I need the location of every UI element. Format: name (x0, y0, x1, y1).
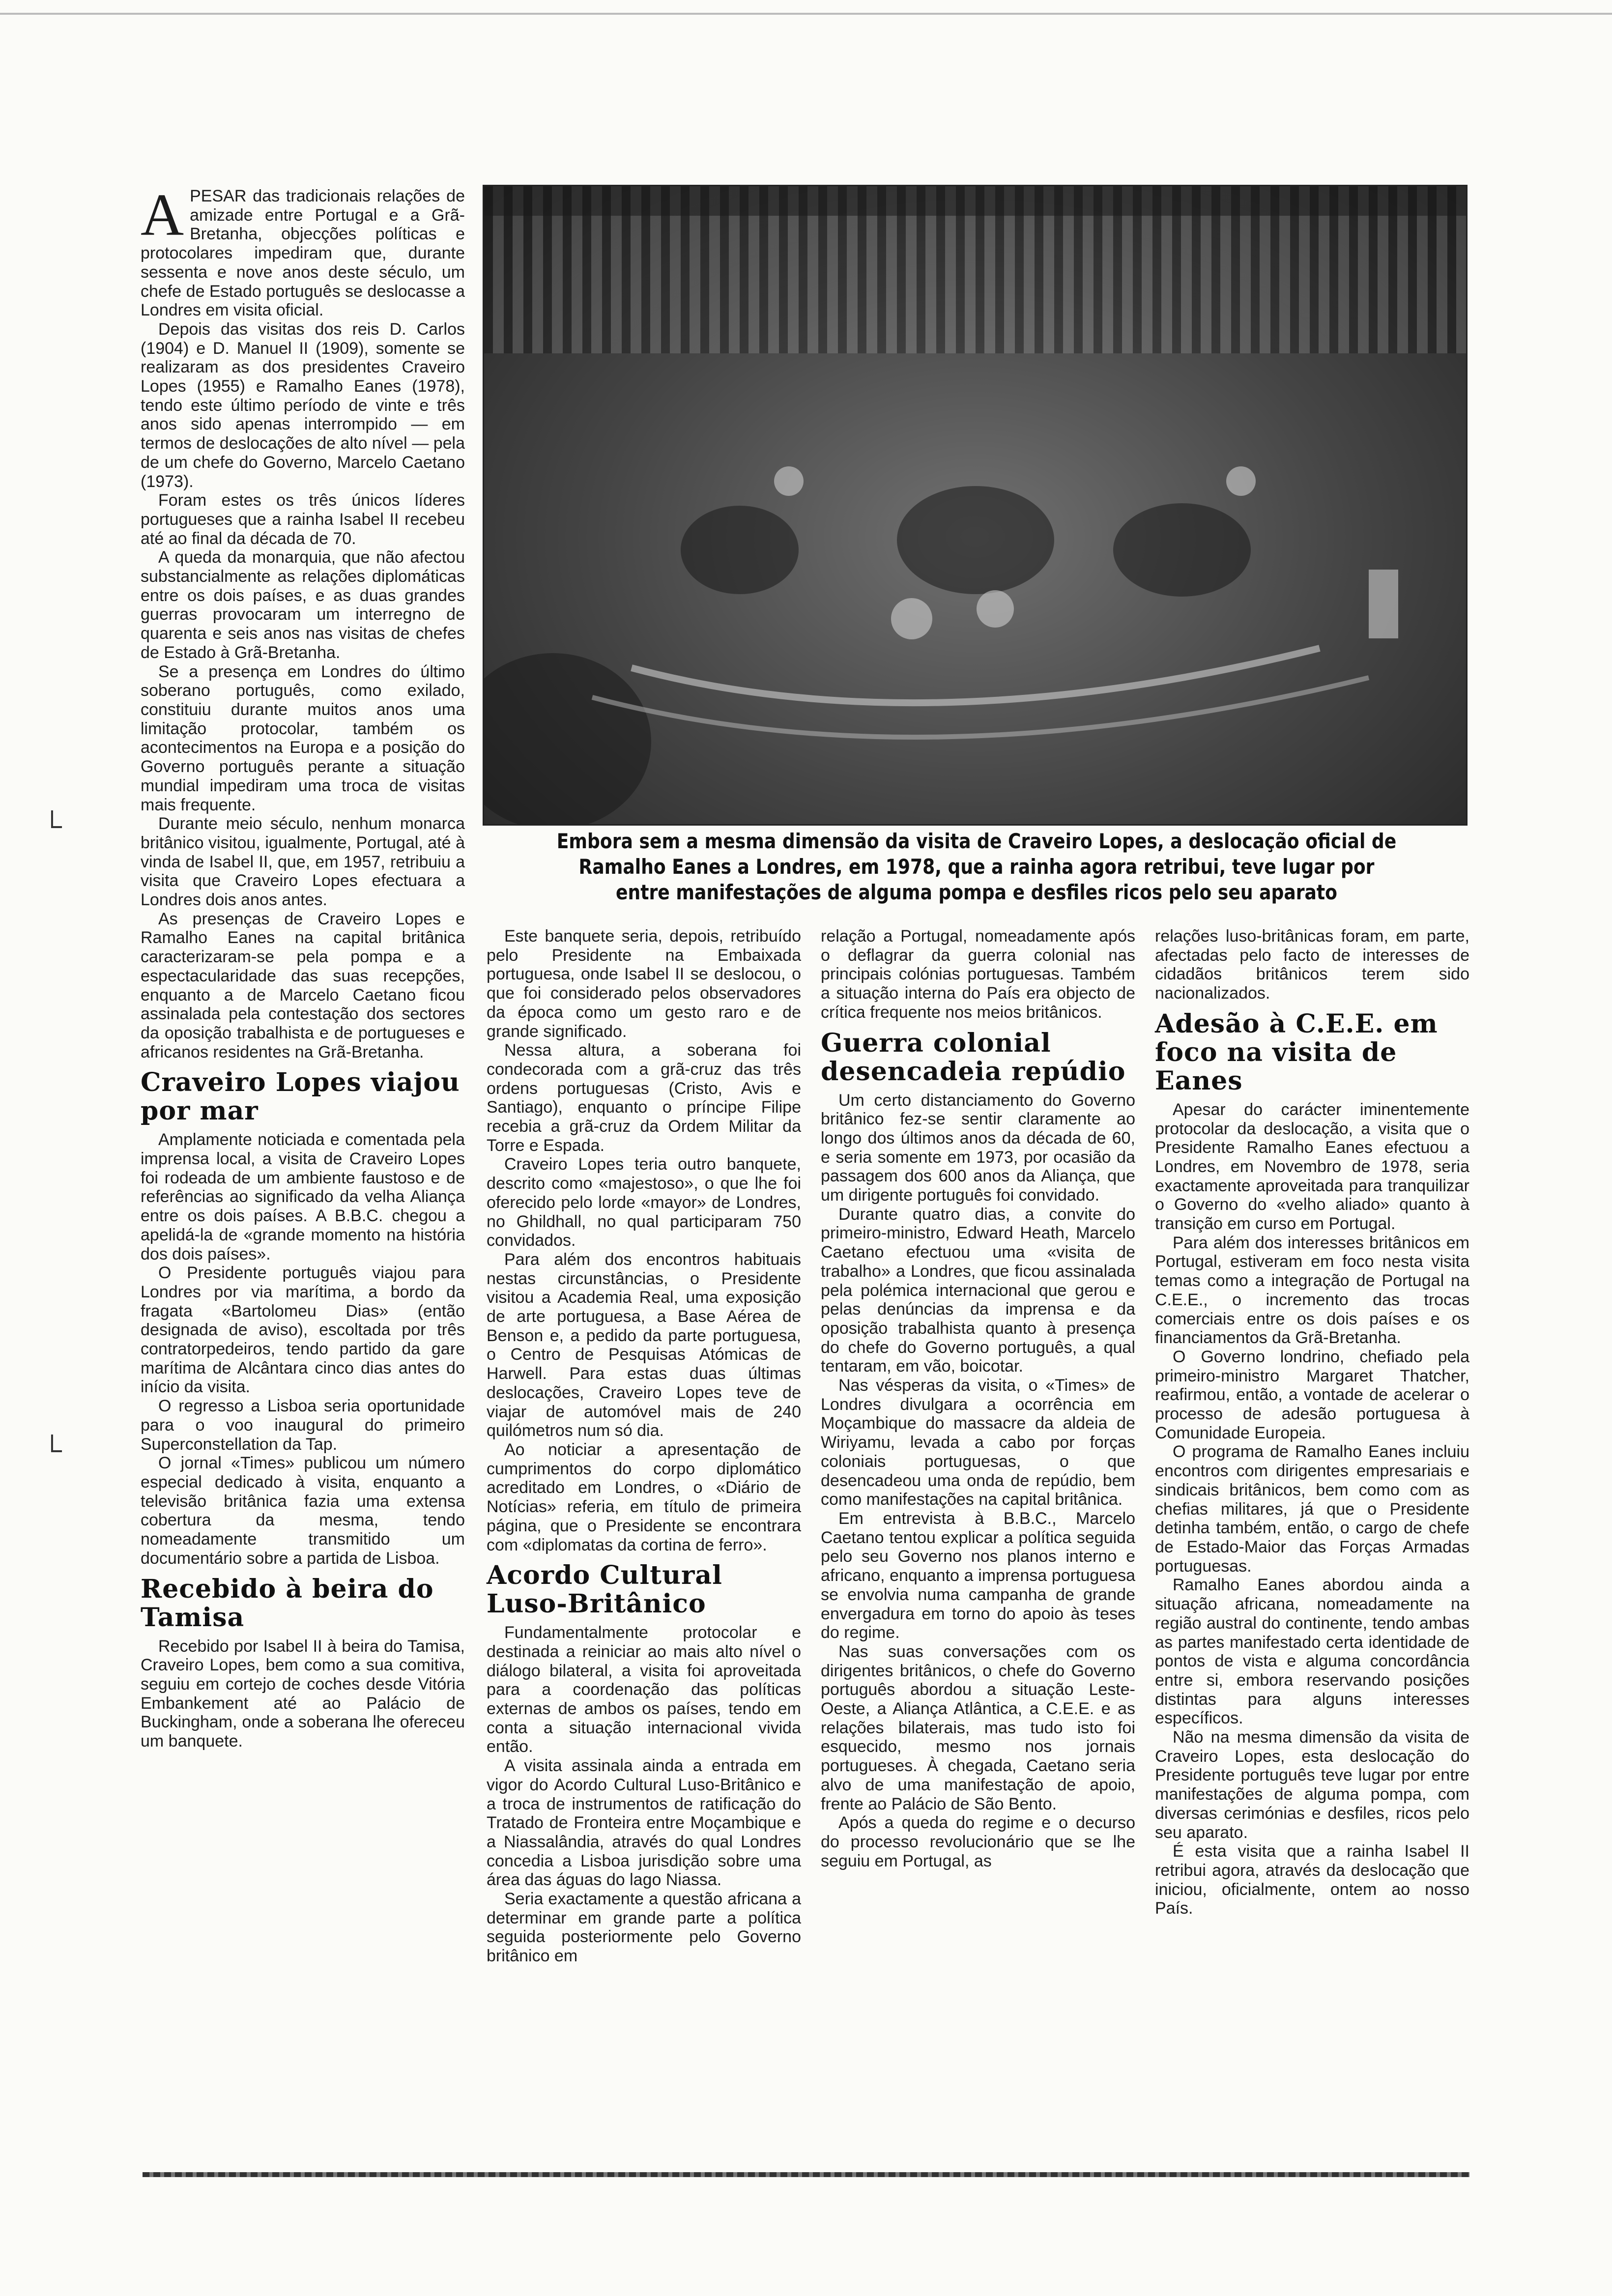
paragraph: O Presidente português viajou para Londres por via marítima, a bordo da fragata «Bartolomeu Dias» (então designada de aviso), escoltada por três contratorpedeiros, tendo partido da gare marítima de Alcântara cinco dias antes do início da visita. (141, 1263, 465, 1397)
paragraph: A visita assinala ainda a entrada em vigor do Acordo Cultural Luso-Britânico e a troca de instrumentos de ratificação do Tratado de Fronteira entre Moçambique e a Niassalândia, através do qual Londres concedia a Lisboa jurisdição sobre uma área das águas do lago Niassa. (487, 1756, 801, 1890)
photo-scene-illustration (484, 186, 1466, 824)
margin-mark: └ (42, 810, 62, 841)
paragraph: Ao noticiar a apresentação de cumprimentos do corpo diplomático acreditado em Londres, o «Diário de Notícias» referia, em título de primeira página, que o Presidente se encontrara com «diplomatas da cortina de ferro». (487, 1440, 801, 1554)
top-edge-rule (0, 13, 1612, 15)
paragraph: Nas suas conversações com os dirigentes britânicos, o chefe do Governo português abordou a situação Leste-Oeste, a Aliança Atlântica, a C.E.E. e as relações bilaterais, mas tudo isto foi esquecido, mesmo nos jornais portugueses. À chegada, Caetano seria alvo de uma manifestação de apoio, frente ao Palácio de São Bento. (821, 1642, 1135, 1813)
paragraph: Fundamentalmente protocolar e destinada a reiniciar ao mais alto nível o diálogo bilateral, a visita foi aproveitada para a coordenação das políticas externas de ambos os países, tendo em conta a situação internacional vivida então. (487, 1623, 801, 1756)
section-heading: Guerra colonial desencadeia repúdio (821, 1028, 1126, 1087)
lead-paragraph: APESAR das tradicionais relações de amizade entre Portugal e a Grã-Bretanha, objecções políticas e protocolares impediram que, durante sessenta e nove anos deste século, um chefe de Estado português se deslocasse a Londres em visita oficial. (141, 182, 465, 320)
paragraph: Um certo distanciamento do Governo britânico fez-se sentir claramente ao longo dos últimos anos da década de 60, e seria somente em 1973, por ocasião da passagem dos 600 anos da Aliança, que um dirigente português foi convidado. (821, 1091, 1135, 1205)
paragraph: Nessa altura, a soberana foi condecorada com a grã-cruz das três ordens portuguesas (Cristo, Avis e Santiago), enquanto o príncipe Filipe recebia a grã-cruz da Ordem Militar da Torre e Espada. (487, 1041, 801, 1155)
news-photo (483, 185, 1468, 826)
paragraph: O Governo londrino, chefiado pela primeiro-ministro Margaret Thatcher, reafirmou, então, a vontade de acelerar o processo de adesão portuguesa à Comunidade Europeia. (1155, 1347, 1469, 1442)
paragraph: Seria exactamente a questão africana a determinar em grande parte a política seguida posteriormente pelo Governo britânico em (487, 1890, 801, 1966)
drop-cap: A (141, 182, 184, 248)
paragraph: Durante quatro dias, a convite do primeiro-ministro, Edward Heath, Marcelo Caetano efectuou uma «visita de trabalho» a Londres, que ficou assinalada pela polémica internacional que gerou e pelas denúncias da imprensa e da oposição trabalhista quanto à presença do chefe do Governo português, a qual tentaram, em vão, boicotar. (821, 1205, 1135, 1376)
paragraph: Durante meio século, nenhum monarca britânico visitou, igualmente, Portugal, até à vinda de Isabel II, que, em 1957, retribuiu a visita que Craveiro Lopes efectuara a Londres dois anos antes. (141, 814, 465, 910)
photo-caption: Embora sem a mesma dimensão da visita de Craveiro Lopes, a deslocação oficial de Ramalho Eanes a Londres, em 1978, que a rainha agora retribui, teve lugar por entre manifestações de alguma pompa e desfiles ricos pelo seu aparato (556, 829, 1397, 904)
paragraph: O programa de Ramalho Eanes incluiu encontros com dirigentes empresariais e sindicais britânicos, bem como com as chefias militares, já que o Presidente detinha também, então, o cargo de chefe de Estado-Maior das Forças Armadas portuguesas. (1155, 1442, 1469, 1576)
section-heading: Recebido à beira do Tamisa (141, 1574, 434, 1633)
paragraph: Para além dos encontros habituais nestas circunstâncias, o Presidente visitou a Academia Real, uma exposição de arte portuguesa, a Base Aérea de Benson e, a pedido da parte portuguesa, o Centro de Pesquisas Atómicas de Harwell. Para estas duas últimas deslocações, Craveiro Lopes teve de viajar de automóvel mais de 240 quilómetros num só dia. (487, 1250, 801, 1440)
paragraph: Ramalho Eanes abordou ainda a situação africana, nomeadamente na região austral do continente, tendo ambas as partes manifestado certa identidade de pontos de vista e alguma concordância entre si, embora reservando posições distintas para alguns interesses específicos. (1155, 1576, 1469, 1728)
paragraph: Em entrevista à B.B.C., Marcelo Caetano tentou explicar a política seguida pelo seu Governo nos planos interno e africano, enquanto a imprensa portuguesa se envolvia numa campanha de grande envergadura em torno do apoio às teses do regime. (821, 1509, 1135, 1642)
paragraph: Recebido por Isabel II à beira do Tamisa, Craveiro Lopes, bem como a sua comitiva, seguiu em cortejo de coches desde Vitória Embankement até ao Palácio de Buckingham, onde a soberana lhe ofereceu um banquete. (141, 1636, 465, 1751)
article-column-1 (141, 182, 465, 1751)
section-heading: Craveiro Lopes viajou por mar (141, 1067, 460, 1126)
paragraph: Não na mesma dimensão da visita de Craveiro Lopes, esta deslocação do Presidente português teve lugar por entre manifestações de alguma pompa, com diversas cerimónias e desfiles, ricos pelo seu aparato. (1155, 1728, 1469, 1842)
article-column-3 (821, 927, 1135, 1870)
section-heading: Adesão à C.E.E. em foco na visita de Eanes (1155, 1008, 1438, 1096)
paragraph: Para além dos interesses britânicos em Portugal, estiveram em foco nesta visita temas como a integração de Portugal na C.E.E., o incremento das trocas comerciais entre os dois países e os financiamentos da Grã-Bretanha. (1155, 1233, 1469, 1348)
article-column-4 (1155, 927, 1469, 1918)
article-column-2 (487, 927, 801, 1966)
paragraph: O jornal «Times» publicou um número especial dedicado à visita, enquanto a televisão britânica fazia uma extensa cobertura da mesma, tendo nomeadamente transmitido um documentário sobre a partida de Lisboa. (141, 1454, 465, 1568)
paragraph: As presenças de Craveiro Lopes e Ramalho Eanes na capital britânica caracterizaram-se pela pompa e a espectacularidade das suas recepções, enquanto a de Marcelo Caetano ficou assinalada pela contestação dos sectores da oposição trabalhista e de portugueses e africanos residentes na Grã-Bretanha. (141, 909, 465, 1062)
paragraph: Amplamente noticiada e comentada pela imprensa local, a visita de Craveiro Lopes foi rodeada de um ambiente faustoso e de referências ao significado da velha Aliança entre os dois países. A B.B.C. chegou a apelidá-la de «grande momento na história dos dois países». (141, 1130, 465, 1263)
paragraph: A queda da monarquia, que não afectou substancialmente as relações diplomáticas entre os dois países, e as duas grandes guerras provocaram um interregno de quarenta e seis anos nas visitas de chefes de Estado à Grã-Bretanha. (141, 548, 465, 662)
bottom-rule (143, 2172, 1469, 2177)
paragraph: relação a Portugal, nomeadamente após o deflagrar da guerra colonial nas principais colónias portuguesas. Também a situação interna do País era objecto de crítica frequente nos meios britânicos. (821, 927, 1135, 1022)
paragraph: Apesar do carácter iminentemente protocolar da deslocação, a visita que o Presidente Ramalho Eanes efectuou a Londres, em Novembro de 1978, seria exactamente aproveitada para tranquilizar o Governo do «velho aliado» quanto à transição em curso em Portugal. (1155, 1100, 1469, 1234)
paragraph: O regresso a Lisboa seria oportunidade para o voo inaugural do primeiro Superconstellation da Tap. (141, 1397, 465, 1454)
paragraph: Se a presença em Londres do último soberano português, como exilado, constituiu durante muitos anos uma limitação protocolar, também os acontecimentos na Europa e a posição do Governo português perante a situação mundial impediram uma troca de visitas mais frequente. (141, 662, 465, 814)
paragraph: Craveiro Lopes teria outro banquete, descrito como «majestoso», o que lhe foi oferecido pelo lorde «mayor» de Londres, no Ghildhall, no qual participaram 750 convidados. (487, 1155, 801, 1250)
margin-mark: └ (42, 1435, 62, 1465)
paragraph: É esta visita que a rainha Isabel II retribui agora, através da deslocação que iniciou, oficialmente, ontem ao nosso País. (1155, 1842, 1469, 1918)
paragraph: Após a queda do regime e o decurso do processo revolucionário que se lhe seguiu em Portugal, as (821, 1813, 1135, 1870)
paragraph: Nas vésperas da visita, o «Times» de Londres divulgara a ocorrência em Moçambique do massacre da aldeia de Wiriyamu, levada a cabo por forças coloniais portuguesas, o que desencadeou uma onda de repúdio, bem como manifestações na capital britânica. (821, 1376, 1135, 1509)
section-heading: Acordo Cultural Luso-Britânico (487, 1560, 722, 1619)
paragraph: Depois das visitas dos reis D. Carlos (1904) e D. Manuel II (1909), somente se realizaram as dos presidentes Craveiro Lopes (1955) e Ramalho Eanes (1978), tendo este último período de vinte e três anos sido apenas interrompido — em termos de deslocações de alto nível — pela de um chefe do Governo, Marcelo Caetano (1973). (141, 319, 465, 491)
paragraph: relações luso-britânicas foram, em parte, afectadas pelo facto de interesses de cidadãos britânicos terem sido nacionalizados. (1155, 927, 1469, 1003)
paragraph: Este banquete seria, depois, retribuído pelo Presidente na Embaixada portuguesa, onde Isabel II se deslocou, o que foi considerado pelos observadores da época como um gesto raro e de grande significado. (487, 927, 801, 1041)
paragraph: Foram estes os três únicos líderes portugueses que a rainha Isabel II recebeu até ao final da década de 70. (141, 491, 465, 548)
